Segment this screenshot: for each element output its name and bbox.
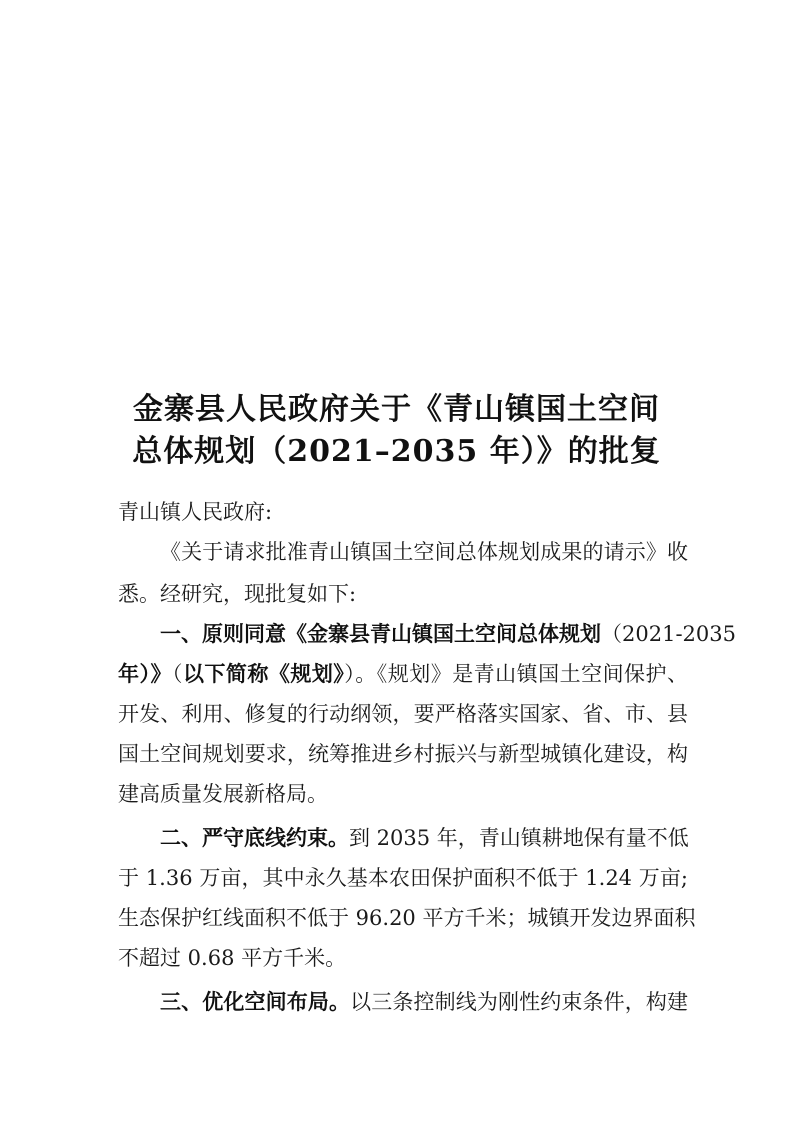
paren-open: （ [171, 662, 183, 686]
section-3-heading: 三、优化空间布局。 [160, 989, 351, 1014]
paragraph-2-line-2 [118, 662, 688, 686]
paragraph-3-line-4: 不超过 0.68 平方千米。 [118, 946, 347, 970]
section-1-heading-end: 年）》 [118, 661, 172, 686]
section-1-heading-tail: （2021-2035 [601, 622, 736, 646]
paragraph-3-line-1 [160, 826, 688, 850]
paragraph-3-line-1-rest: 到 2035 年，青山镇耕地保有量不低 [349, 826, 689, 850]
paragraph-2-line-1 [160, 621, 736, 646]
section-2-heading: 二、严守底线约束。 [160, 825, 349, 850]
paragraph-2-line-2-rest: ）。《规划》是青山镇国土空间保护、 [344, 662, 689, 686]
paragraph-4-line-1-rest: 以三条控制线为刚性约束条件，构建 [350, 990, 688, 1014]
abbreviation-note: 以下简称《规划》 [182, 661, 345, 686]
section-1-heading: 一、原则同意《金寨县青山镇国土空间总体规划 [160, 621, 601, 646]
paragraph-1-line-2: 悉。经研究，现批复如下: [118, 582, 357, 606]
paragraph-3-line-2: 于 1.36 万亩，其中永久基本农田保护面积不低于 1.24 万亩; [118, 866, 688, 890]
paragraph-2-line-4: 国土空间规划要求，统筹推进乡村振兴与新型城镇化建设，构 [118, 742, 688, 766]
addressee: 青山镇人民政府: [118, 500, 273, 524]
document-title-line-2: 总体规划（2021–2035 年）》的批复 [132, 434, 661, 469]
paragraph-4-line-1 [160, 990, 688, 1014]
paragraph-2-line-3: 开发、利用、修复的行动纲领，要严格落实国家、省、市、县 [118, 702, 688, 726]
paragraph-3-line-3: 生态保护红线面积不低于 96.20 平方千米；城镇开发边界面积 [118, 906, 696, 930]
document-title-line-1: 金寨县人民政府关于《青山镇国土空间 [133, 392, 660, 427]
paragraph-1-line-1: 《关于请求批准青山镇国土空间总体规划成果的请示》收 [160, 540, 688, 564]
paragraph-2-line-5: 建高质量发展新格局。 [118, 782, 328, 806]
